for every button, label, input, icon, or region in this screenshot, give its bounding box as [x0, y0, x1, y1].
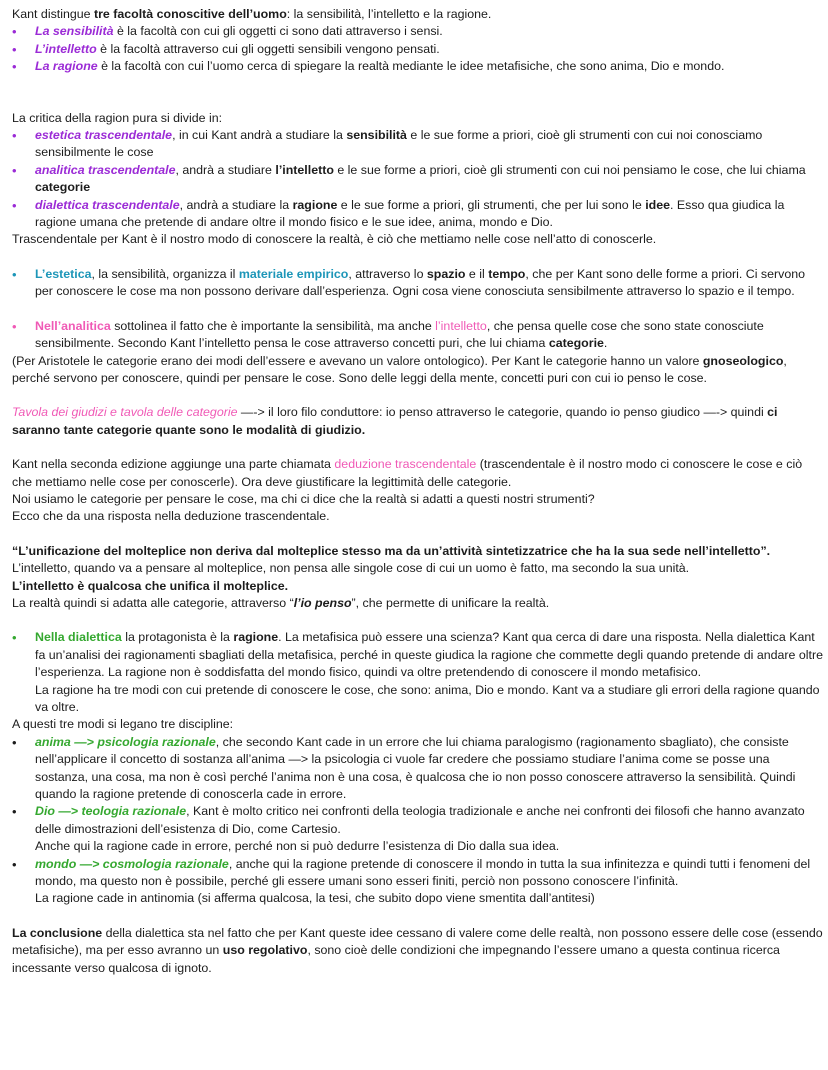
bullet-icon: •: [12, 24, 17, 40]
list-item: [12, 58, 824, 75]
text: , andrà a studiare la: [179, 197, 293, 212]
bold-text: ci saranno tante categorie quante sono le modalità di giudizio.: [12, 405, 778, 437]
term: analitica trascendentale: [35, 162, 176, 177]
list-item: [12, 734, 824, 804]
critica-list: [12, 127, 824, 231]
trascendentale-definition: Trascendentale per Kant è il nostro modo di conoscere la realtà, è ciò che mettiamo nelle cose nell’atto di conoscerle.: [12, 232, 657, 247]
term: mondo —> cosmologia razionale: [35, 856, 229, 871]
conclusione-paragraph: [12, 925, 824, 977]
term: Nella dialettica: [35, 630, 122, 645]
aristotele-paragraph: [12, 353, 824, 388]
list-item: [12, 318, 824, 353]
unificazione-quote: “L’unificazione del molteplice non deriva dal molteplice stesso ma da un’attività sintetizzatrice che ha la sua sede nell’intelletto”.: [12, 543, 771, 558]
bold-text: categorie: [548, 336, 604, 351]
text: è la facoltà attraverso cui gli oggetti sensibili vengono pensati.: [96, 41, 440, 56]
text: , che per Kant sono delle forme a priori. Ci servono per conoscere le cose ma non possono derivare dall’esperienza. Ogni cosa viene conosciuta sensibilmente attraverso lo spazio e il tempo.: [35, 266, 806, 299]
bullet-icon: •: [12, 128, 17, 144]
term: L’intelletto: [35, 41, 97, 56]
bold-text: tre facoltà conoscitive dell’uomo: [93, 7, 287, 21]
term: L’estetica: [35, 266, 92, 281]
text: Kant distingue: [12, 7, 94, 21]
intro-paragraph: [12, 6, 824, 23]
text: , in cui Kant andrà a studiare la: [172, 128, 347, 143]
discipline-list: [12, 734, 824, 908]
text: Kant nella seconda edizione aggiunge una parte chiamata: [12, 457, 335, 472]
term: estetica trascendentale: [35, 128, 173, 143]
bold-text: l’io penso: [293, 595, 352, 610]
bullet-icon: •: [12, 856, 17, 872]
unificazione-line: L’intelletto è qualcosa che unifica il molteplice.: [12, 578, 289, 593]
bold-text: categorie: [35, 180, 91, 195]
discipline-lead: A questi tre modi si legano tre discipline:: [12, 717, 234, 732]
text: , perché servono per conoscere, quindi per pensare le cose. Sono delle leggi della mente, concetti puri con cui io penso le cose.: [12, 353, 787, 385]
text: (Per Aristotele le categorie erano dei modi dell’essere e avevano un valore ontologico). Per Kant le categorie hanno un valore: [12, 353, 703, 368]
bold-text: l’intelletto: [275, 162, 334, 177]
list-item: [12, 23, 824, 40]
critica-lead: La critica della ragion pura si divide in:: [12, 110, 223, 125]
text: . La metafisica può essere una scienza? Kant qua cerca di dare una risposta. Nella dialettica Kant fa un’analisi dei ragionamenti sbagliati della metafisica, perché in queste giudica la ragione che commette degli quando pretende di andare oltre l’esperienza. La ragione non è soddisfatta del mondo fisico, quindi va oltre pretendendo di conoscere il mondo metafisico.: [35, 630, 823, 680]
text: e il: [465, 266, 489, 281]
text: La realtà quindi si adatta alle categorie, attraverso “: [12, 595, 294, 610]
list-item: [12, 162, 824, 197]
list-item: [12, 803, 824, 855]
deduzione-paragraph: [12, 456, 824, 491]
text: , la sensibilità, organizza il: [91, 266, 239, 281]
term: Dio —> teologia razionale: [35, 804, 187, 819]
analitica-section: [12, 318, 824, 353]
term: dialettica trascendentale: [35, 197, 180, 212]
text: è la facoltà con cui gli oggetti ci sono dati attraverso i sensi.: [113, 24, 443, 39]
term: Tavola dei giudizi e tavola delle categorie: [12, 405, 238, 420]
list-item: [12, 266, 824, 301]
text: La ragione cade in antinomia (si afferma qualcosa, la tesi, che subito dopo viene smentita dall’antitesi): [35, 891, 595, 906]
bullet-icon: •: [12, 59, 17, 75]
bullet-icon: •: [12, 318, 17, 334]
text: ”, che permette di unificare la realtà.: [351, 595, 550, 610]
text: e le sue forme a priori, cioè gli strumenti con cui noi conosciamo sensibilmente le cose: [35, 128, 763, 160]
text: sottolinea il fatto che è importante la sensibilità, ma anche: [110, 318, 436, 333]
bold-text: tempo: [488, 266, 526, 281]
text: , andrà a studiare: [175, 162, 276, 177]
list-item: [12, 856, 824, 908]
term: Nell’analitica: [35, 318, 111, 333]
text: e le sue forme a priori, cioè gli strumenti con cui noi pensiamo le cose, che lui chiama: [333, 162, 806, 177]
bold-text: sensibilità: [346, 128, 407, 143]
bold-text: idee: [645, 197, 670, 212]
text: —-> il loro filo conduttore: io penso attraverso le categorie, quando io penso giudico —-> quindi: [237, 405, 768, 420]
bold-text: uso regolativo: [222, 943, 308, 958]
term: materiale empirico: [238, 266, 349, 281]
term: l’intelletto: [435, 318, 487, 333]
text: , Kant è molto critico nei confronti della teologia tradizionale e anche nei confronti dei filosofi che hanno avanzato delle dimostrazioni dell’esistenza di Dio, come Cartesio.: [35, 804, 805, 836]
text: è la facoltà con cui l’uomo cerca di spiegare la realtà mediante le idee metafisiche, che sono anima, Dio e mondo.: [97, 59, 725, 74]
deduzione-line: Ecco che da una risposta nella deduzione trascendentale.: [12, 509, 330, 524]
bold-text: spazio: [426, 266, 466, 281]
dialettica-paragraph: La ragione ha tre modi con cui pretende di conoscere le cose, che sono: anima, Dio e mondo. Kant va a studiare gli errori della ragione quando va oltre.: [35, 682, 820, 714]
text: .: [603, 336, 608, 351]
deduzione-line: Noi usiamo le categorie per pensare le cose, ma chi ci dice che la realtà si adatti a questi nostri strumenti?: [12, 491, 595, 506]
term: La sensibilità: [35, 24, 114, 39]
bullet-icon: •: [12, 162, 17, 178]
dialettica-section: [12, 629, 824, 681]
term: deduzione trascendentale: [334, 457, 477, 472]
text: . Esso qua giudica la ragione umana che pretende di andare oltre il mondo fisico e le sue idee, anima, mondo e Dio.: [35, 197, 785, 230]
list-item: [12, 41, 824, 58]
estetica-section: [12, 266, 824, 301]
list-item: [12, 197, 824, 232]
text: e le sue forme a priori, gli strumenti, che per lui sono le: [337, 197, 646, 212]
text: la protagonista è la: [121, 630, 234, 645]
text: Anche qui la ragione cade in errore, perché non si può dedurre l’esistenza di Dio dalla sua idea.: [35, 839, 560, 854]
bullet-icon: •: [12, 197, 17, 213]
text: della dialettica sta nel fatto che per Kant queste idee cessano di valere come delle realtà, non possono essere delle cose (essendo metafisiche), ma per esso avranno un: [12, 925, 823, 958]
bullet-icon: •: [12, 804, 17, 820]
text: , anche qui la ragione pretende di conoscere il mondo in tutta la sua infinitezza e quindi tutti i fenomeni del mondo, ma questo non è possibile, perché gli essere umani sono esseri finiti, perciò non possono conoscere l’infinità.: [35, 856, 811, 889]
list-item: [12, 127, 824, 162]
bold-text: ragione: [292, 197, 338, 212]
tavola-paragraph: [12, 404, 824, 439]
bullet-icon: •: [12, 41, 17, 57]
text: , attraverso lo: [348, 266, 427, 281]
bullet-icon: •: [12, 630, 17, 646]
term: anima —> psicologia razionale: [35, 734, 216, 749]
text: : la sensibilità, l’intelletto e la ragione.: [286, 7, 492, 21]
unificazione-line: [12, 595, 824, 612]
bold-text: La conclusione: [12, 925, 103, 940]
text: , che secondo Kant cade in un errore che lui chiama paralogismo (ragionamento sbagliato), che consiste nell’applicare il concetto di sostanza all’anima —> la psicologia ci vuole far credere che possiamo studiare l’anima come se posse una sostanza, una cosa, ma non è così perché l’anima non è una cosa, è qualcosa che io non posso conoscere attraverso la sensibilità. Quindi quando la ragione pretende di conoscerla cade in errore.: [35, 734, 796, 802]
bold-text: gnoseologico: [702, 353, 784, 368]
text: , sono cioè delle condizioni che impegnando l’essere umano a questa continua ricerca incessante verso qualcosa di ignoto.: [12, 943, 780, 975]
text: , che pensa quelle cose che sono state conosciute sensibilmente. Secondo Kant l’intelletto pensa le cose attraverso concetti puri, che lui chiama: [35, 318, 764, 351]
faculties-list: [12, 23, 824, 75]
list-item: [12, 629, 824, 681]
term: La ragione: [35, 59, 98, 74]
bullet-icon: •: [12, 266, 17, 282]
unificazione-line: L’intelletto, quando va a pensare al molteplice, non pensa alle singole cose di cui un uomo è fatto, ma secondo la sua unità.: [12, 561, 690, 576]
bullet-icon: •: [12, 734, 17, 750]
text: (trascendentale è il nostro modo ci conoscere le cose e ciò che mettiamo nelle cose per conoscerle). Ora deve giustificare la legittimità delle categorie.: [12, 457, 803, 489]
bold-text: ragione: [233, 630, 279, 645]
